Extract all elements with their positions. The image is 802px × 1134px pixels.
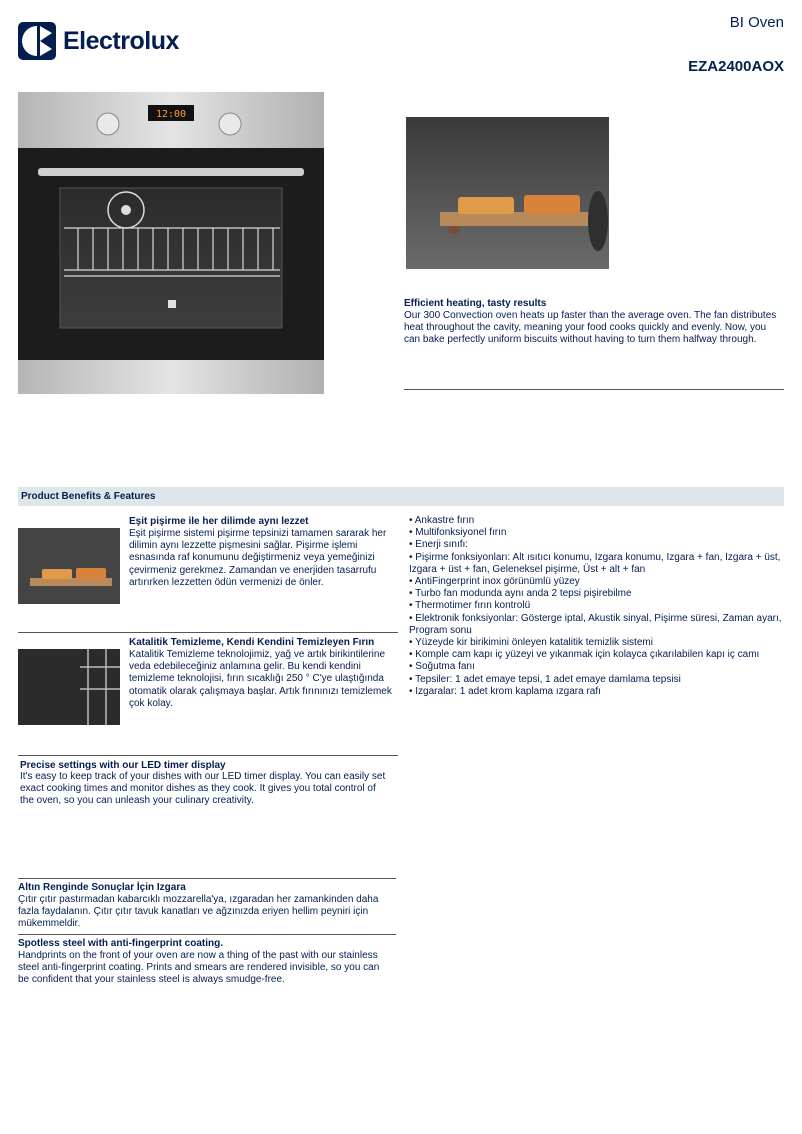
electrolux-logo: [18, 22, 188, 60]
spec-item: • Komple cam kapı iç yüzeyi ve yıkanmak için kolayca çıkarılabilen kapı iç camı: [409, 649, 760, 661]
divider: [18, 878, 396, 879]
electrolux-logo-icon: [18, 22, 56, 60]
spec-item: • Pişirme fonksiyonları: Alt ısıtıcı konumu, Izgara konumu, Izgara + fan, Izgara + üst, Izgara + üst + fan, Geleneksel pişirme, Üst + alt + fan: [409, 551, 781, 575]
benefit-text: Handprints on the front of your oven are now a thing of the past with our stainless steel anti-fingerprint coating. Prints and smears are rendered invisible, so you can be confident that your stainless steel is always smudge-free.: [18, 950, 380, 986]
benefit-title: Precise settings with our LED timer display: [20, 760, 226, 771]
spec-item: • Yüzeyde kir birikimini önleyen katalitik temizlik sistemi: [409, 637, 653, 649]
benefit-title: Spotless steel with anti-fingerprint coating.: [18, 938, 224, 949]
product-category: BI Oven: [729, 14, 784, 31]
spec-item: • Izgaralar: 1 adet krom kaplama ızgara rafı: [409, 685, 601, 697]
benefit-thumbnail-food: [18, 528, 120, 604]
hero-feature-text: Our 300 Convection oven heats up faster than the average oven. The fan distributes heat throughout the cavity, meaning your food cooks quickly and evenly. Now, you can bake perfectly uniform biscuits without having to turn them halfway through.: [404, 310, 777, 346]
divider: [404, 389, 784, 390]
specs-list: [409, 515, 784, 698]
benefit-text: It's easy to keep track of your dishes with our LED timer display. You can easily set exact cooking times and monitor dishes as they cook. It gives you total control of the oven, so you can unleash your culinary creativity.: [20, 771, 386, 807]
spec-item: • AntiFingerprint inox görünümlü yüzey: [409, 576, 580, 588]
benefit-text: Katalitik Temizleme teknolojimiz, yağ ve artık birikintilerine veda edebileceğiniz anlamına gelir. Bu kendi kendini temizleme teknolojisi, fırın sıcaklığı 250 ° C'ye ulaştığında otomatik olarak çalışmaya başlar. Artık fırınınızı temizlemek çok kolay.: [129, 649, 392, 709]
hero-feature-title: Efficient heating, tasty results: [404, 298, 547, 309]
divider: [18, 934, 396, 935]
spec-item: • Enerji sınıfı:: [409, 539, 469, 551]
oven-product-image: [18, 92, 324, 394]
spec-item: • Elektronik fonksiyonlar: Gösterge iptal, Akustik sinyal, Pişirme süresi, Zaman ayarı, Program sonu: [409, 612, 782, 636]
model-number: EZA2400AOX: [688, 58, 784, 75]
benefit-title: Katalitik Temizleme, Kendi Kendini Temizleyen Fırın: [129, 637, 375, 648]
divider: [18, 632, 398, 633]
benefit-title: Eşit pişirme ile her dilimde aynı lezzet: [129, 516, 309, 527]
benefit-thumbnail-oven-interior: [18, 649, 120, 725]
divider: [18, 755, 398, 756]
spec-item: • Ankastre fırın: [409, 515, 475, 526]
brand-name: Electrolux: [63, 26, 179, 55]
section-header: [18, 487, 784, 506]
benefit-text: Eşit pişirme sistemi pişirme tepsinizi tamamen sararak her dilimin aynı lezzette pişmesini sağlar. Pişirme işlemi esnasında raf konumunu değiştirmeniz veya yemeğinizi çevirmeniz gerekmez. Zamandan ve enerjiden tasarrufu artırırken lezzetten ödün vermenizi de önler.: [129, 528, 387, 588]
spec-item: • Thermotimer fırın kontrolü: [409, 600, 531, 612]
spec-item: • Multifonksiyonel fırın: [409, 527, 507, 539]
spec-item: • Turbo fan modunda aynı anda 2 tepsi pişirebilme: [409, 588, 632, 600]
spec-item: • Soğutma fanı: [409, 661, 475, 673]
benefit-text: Çıtır çıtır pastırmadan kabarcıklı mozzarella'ya, ızgaradan her zamankinden daha fazla faydalanın. Çıtır çıtır tavuk kanatları ve ağzınızda eriyen hellim peyniri için mükemmeldir.: [18, 894, 379, 930]
spec-item: • Tepsiler: 1 adet emaye tepsi, 1 adet emaye damlama tepsisi: [409, 673, 681, 685]
section-title: Product Benefits & Features: [21, 491, 156, 502]
hero-food-photo: [406, 117, 609, 269]
oven-display-time: 12:00: [155, 109, 187, 120]
benefit-title: Altın Renginde Sonuçlar İçin Izgara: [18, 882, 186, 893]
